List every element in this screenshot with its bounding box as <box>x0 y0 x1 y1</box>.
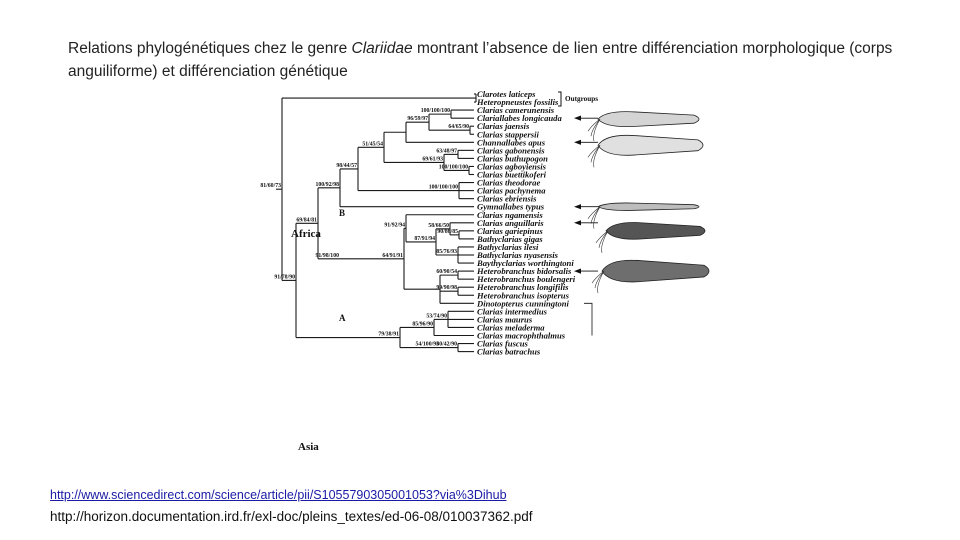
support-value: 51/45/54 <box>362 141 383 148</box>
title-genus: Clariidae <box>351 40 413 57</box>
taxon-label: Clarias agboyiensis <box>477 161 546 172</box>
taxon-label: Clarias ebriensis <box>477 193 537 204</box>
support-value: 98/44/57 <box>336 162 357 169</box>
taxon-label: Clarias maurus <box>477 314 533 325</box>
clade-label-a: A <box>339 313 346 323</box>
arrow-head-icon <box>574 204 581 209</box>
group-bracket <box>584 303 592 335</box>
taxon-label: Baythyclarias worthingtoni <box>477 258 574 269</box>
support-value: 53/74/90 <box>426 313 447 320</box>
support-value: 69/84/81 <box>296 217 317 224</box>
support-value: 64/91/91 <box>382 252 403 259</box>
catfish-5-icon <box>592 260 709 293</box>
taxon-label: Clarias theodorae <box>477 177 541 188</box>
fish-illustrations <box>574 112 709 336</box>
taxon-label: Clarias anguillaris <box>477 217 544 228</box>
taxon-label: Clarotes laticeps <box>477 89 536 99</box>
support-value: 54/100/93 <box>415 341 439 348</box>
clade-label-b: B <box>339 208 346 218</box>
taxon-label: Clarias buthupogon <box>477 153 548 164</box>
support-value: 58/66/50 <box>428 222 449 229</box>
support-value: 85/76/93 <box>436 249 457 255</box>
support-value: 100/100/100 <box>438 164 468 171</box>
taxon-label: Heterobranchus boulengeri <box>477 274 576 285</box>
taxon-label: Bathyclarias ilesi <box>477 241 539 252</box>
support-value: 100/100/100 <box>420 108 450 115</box>
arrow-head-icon <box>574 220 581 225</box>
taxon-label: Heteropneustes fossilis <box>477 97 559 108</box>
outgroup-bracket <box>558 92 561 106</box>
support-value: 60/42/90 <box>436 341 457 348</box>
phylogenetic-tree-figure <box>260 84 716 474</box>
title-text-before: Relations phylogénétiques chez le genre <box>68 40 352 57</box>
source-link-sciencedirect[interactable]: http://www.sciencedirect.com/science/article/pii/S1055790305001053?via%3Dihub <box>50 488 507 502</box>
taxon-label: Clarias buettikoferi <box>477 169 546 180</box>
taxon-label: Gymnallabes typus <box>477 201 545 212</box>
support-value: 96/59/97 <box>407 116 428 123</box>
taxon-labels <box>476 89 576 357</box>
taxon-label: Clarias pachynema <box>477 185 546 196</box>
taxon-label: Clarias gariepinus <box>477 225 543 236</box>
taxon-label: Clarias gabonensis <box>477 145 545 156</box>
support-value: 91/92/94 <box>384 222 405 229</box>
slide-title <box>68 37 938 83</box>
eel-catfish-2-icon <box>588 135 703 167</box>
arrow-head-icon <box>574 140 581 145</box>
support-value: 64/65/90 <box>448 124 469 131</box>
title-text-after: montrant l’absence de lien entre différenciation morphologique (corps anguiliforme) et différenciation génétique <box>68 40 893 80</box>
support-value: 100/100/100 <box>428 184 458 191</box>
support-value: 87/91/94 <box>414 235 435 242</box>
support-value: 60/90/54 <box>436 269 457 276</box>
taxon-label: Clarias macrophthalmus <box>477 330 566 341</box>
support-value: 81/60/73 <box>260 183 281 190</box>
support-value: 91/98/100 <box>315 252 339 259</box>
clade-label-africa: Africa <box>291 228 321 240</box>
taxon-label: Heterobranchus bidorsalis <box>477 266 572 277</box>
outgroup-label: Outgroups <box>565 95 599 103</box>
taxon-label: Clarias fuscus <box>477 338 528 349</box>
taxon-label: Clarias ngamensis <box>477 209 543 220</box>
taxon-label: Clarias stappersii <box>477 129 539 140</box>
arrow-head-icon <box>574 116 581 121</box>
catfish-4-icon <box>596 223 705 253</box>
support-value: 69/61/93 <box>422 156 443 163</box>
taxon-label: Clarias jaensis <box>477 121 530 132</box>
taxon-label: Clarias batrachus <box>477 346 541 357</box>
support-value: 90/86/85 <box>437 228 458 235</box>
arrow-head-icon <box>574 269 581 274</box>
taxon-label: Bathyclarias gigas <box>477 233 543 244</box>
support-value: 91/78/90 <box>274 274 295 281</box>
clade-label-asia: Asia <box>298 441 319 453</box>
support-value: 99/90/98 <box>436 285 457 292</box>
taxon-label: Heterobranchus isopterus <box>477 290 569 301</box>
taxon-label: Clarias intermedius <box>477 306 547 317</box>
taxon-label: Dinotopterus cunningtoni <box>477 298 569 309</box>
taxon-label: Clariallabes longicauda <box>477 113 562 124</box>
support-value: 85/96/90 <box>412 321 433 328</box>
source-link-horizon-ird: http://horizon.documentation.ird.fr/exl-doc/pleins_textes/ed-06-08/010037362.pdf <box>50 509 533 524</box>
taxon-label: Heterobranchus longifilis <box>477 282 569 293</box>
support-value: 63/48/97 <box>436 148 457 155</box>
taxon-label: Bathyclarias nyasensis <box>477 250 558 260</box>
taxon-label: Channallabes apus <box>477 137 546 148</box>
taxon-label: Clarias meladerma <box>477 322 545 333</box>
taxon-label: Clarias camerunensis <box>477 105 555 116</box>
support-value: 79/38/91 <box>378 331 399 338</box>
support-value: 100/92/98 <box>315 181 339 188</box>
